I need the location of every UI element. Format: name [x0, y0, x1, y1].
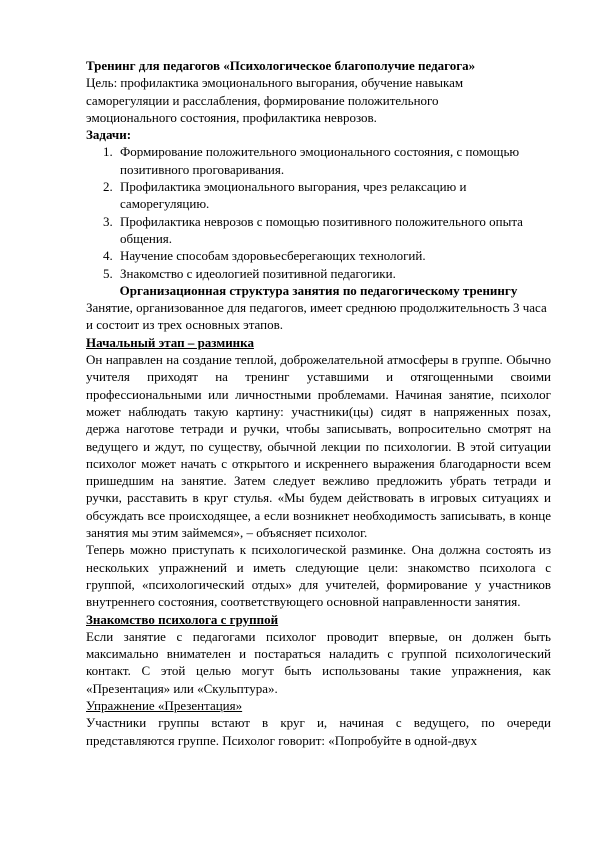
exercise-paragraph: Участники группы встают в круг и, начиная с ведущего, по очереди представляются группе. Психолог говорит: «Попробуйте в одной-двух	[86, 715, 551, 748]
list-item	[86, 143, 551, 178]
list-item	[86, 247, 551, 264]
list-item-number: 2.	[103, 179, 113, 195]
structure-paragraph: Занятие, организованное для педагогов, имеет среднюю продолжительность 3 часа и состоит из трех основных этапов.	[86, 300, 547, 333]
acquaint-heading: Знакомство психолога с группой	[86, 611, 279, 627]
list-item	[86, 213, 551, 248]
stage-paragraph: Теперь можно приступать к психологической разминке. Она должна состоять из нескольких упражнений и иметь следующие цели: знакомство психолога с группой, «психологический отдых» для учителей, формирование у участников внутреннего состояния, соответствующего основной направленности занятия.	[86, 542, 551, 610]
list-item-number: 1.	[103, 144, 113, 160]
exercise-heading: Упражнение «Презентация»	[86, 697, 243, 713]
tasks-list	[86, 143, 551, 281]
document-title: Тренинг для педагогов «Психологическое благополучие педагога»	[86, 58, 476, 73]
list-item-number: 4.	[103, 248, 113, 264]
stage-heading: Начальный этап – разминка	[86, 334, 254, 350]
list-item	[86, 178, 551, 213]
list-item-text: Знакомство с идеологией позитивной педагогики.	[120, 265, 396, 281]
list-item-text: Формирование положительного эмоционального состояния, с помощью позитивного проговаривания.	[120, 144, 520, 177]
stage-paragraph: Он направлен на создание теплой, доброжелательной атмосферы в группе. Обычно учителя приходят на тренинг уставшими и отягощенными своими профессиональными или личностными проблемами. Начиная занятие, психолог может наблюдать такую картину: участники(цы) сидят в напряженных позах, держа наготове тетради и ручки, чтобы записывать, вопросительно смотрят на ведущего и ждут, по существу, обычной лекции по психологии. В этой ситуации психолог может начать с открытого и искреннего выражения благодарности всем пришедшим на занятие. Затем следует вежливо предложить убрать тетради и ручки, расставить в круг стулья. «Мы будем действовать в игровых ситуациях и обсуждать все происходящее, а если возникнет необходимость записывать, в конце занятия мы этим займемся», – объясняет психолог.	[86, 352, 551, 541]
list-item-number: 5.	[103, 265, 113, 281]
tasks-heading: Задачи:	[86, 127, 132, 143]
list-item-text: Профилактика эмоционального выгорания, чрез релаксацию и саморегуляцию.	[120, 179, 467, 212]
acquaint-paragraph: Если занятие с педагогами психолог проводит впервые, он должен быть максимально внимателен и постараться наладить с группой психологический контакт. С этой целью могут быть использованы такие упражнения, как «Презентация» или «Скульптура».	[86, 628, 551, 696]
list-item-number: 3.	[103, 213, 113, 229]
list-item-text: Научение способам здоровьесберегающих технологий.	[120, 248, 426, 264]
structure-heading: Организационная структура занятия по педагогическому тренингу	[119, 282, 518, 298]
list-item-text: Профилактика неврозов с помощью позитивного положительного опыта общения.	[120, 213, 523, 246]
document-body	[86, 57, 551, 749]
goal-paragraph: Цель: профилактика эмоционального выгорания, обучение навыкам саморегуляции и расслабления, формирование положительного эмоционального состояния, профилактика неврозов.	[86, 75, 464, 125]
list-item	[86, 265, 551, 282]
